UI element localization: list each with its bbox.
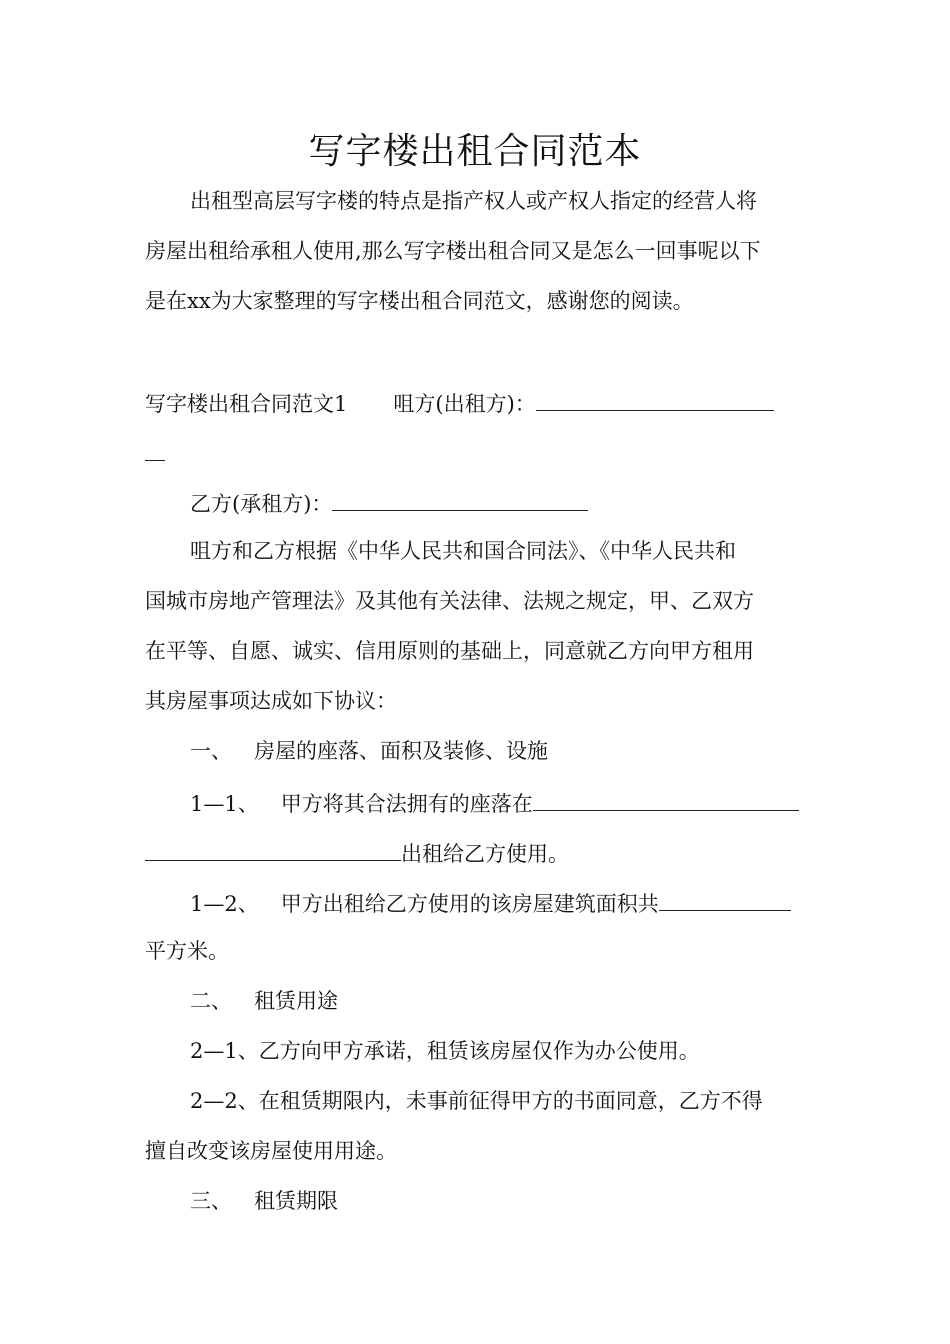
preamble-line-3: 在平等、自愿、诚实、信用原则的基础上，同意就乙方向甲方租用	[145, 639, 754, 663]
preamble-line-1: 咀方和乙方根据《中华人民共和国合同法》、《中华人民共和	[190, 539, 736, 563]
section-3-number: 三、	[190, 1189, 232, 1213]
section-2-number: 二、	[190, 989, 232, 1013]
item-1-2-line	[190, 886, 810, 919]
party-a-label: 咀方(出租方)：	[393, 392, 536, 416]
section-2-heading	[190, 986, 810, 1016]
item-1-1-continued	[145, 836, 810, 869]
preamble-line-2: 国城市房地产管理法》及其他有关法律、法规之规定，甲、乙双方	[145, 589, 754, 613]
intro-line-1: 出租型高层写字楼的特点是指产权人或产权人指定的经营人将	[190, 189, 757, 213]
item-1-1-text: 甲方将其合法拥有的座落在	[280, 792, 533, 816]
intro-line-3: 是在xx为大家整理的写字楼出租合同范文，感谢您的阅读。	[145, 289, 694, 313]
party-a-blank	[536, 386, 774, 411]
item-1-1-tail: 出租给乙方使用。	[401, 842, 569, 866]
item-2-2-line-1: 2—2、在租赁期限内，未事前征得甲方的书面同意，乙方不得	[190, 1089, 763, 1113]
contract-heading: 写字楼出租合同范文1	[145, 392, 348, 416]
section-3-heading	[190, 1186, 810, 1216]
item-1-2-blank	[659, 886, 791, 911]
intro-line-2: 房屋出租给承租人使用,那么写字楼出租合同又是怎么一回事呢以下	[145, 239, 761, 263]
party-b-label: 乙方(承租方)：	[190, 492, 333, 516]
item-2-2-line-2: 擅自改变该房屋使用用途。	[145, 1139, 397, 1163]
section-1-heading	[190, 736, 810, 766]
item-2-1: 2—1、乙方向甲方承诺，租赁该房屋仅作为办公使用。	[190, 1039, 700, 1063]
document-title: 写字楼出租合同范本	[308, 131, 642, 172]
party-a-blank-tail	[145, 436, 165, 461]
preamble-line-4: 其房屋事项达成如下协议：	[145, 689, 397, 713]
item-1-1-line	[190, 786, 810, 819]
section-1-number: 一、	[190, 739, 232, 763]
item-1-1-blank	[533, 786, 799, 811]
item-1-2-number: 1—2、	[190, 892, 259, 916]
party-b-line	[190, 486, 810, 519]
item-1-2-tail: 平方米。	[145, 939, 229, 963]
section-3-title: 租赁期限	[254, 1189, 338, 1213]
item-1-1-blank-continued	[145, 836, 401, 861]
item-1-2-text: 甲方出租给乙方使用的该房屋建筑面积共	[280, 892, 659, 916]
party-b-blank	[332, 486, 588, 511]
party-a-blank-continued	[145, 436, 810, 469]
contract-heading-line	[145, 386, 810, 419]
item-1-1-number: 1—1、	[190, 792, 259, 816]
section-2-title: 租赁用途	[254, 989, 338, 1013]
section-1-title: 房屋的座落、面积及装修、设施	[254, 739, 548, 763]
